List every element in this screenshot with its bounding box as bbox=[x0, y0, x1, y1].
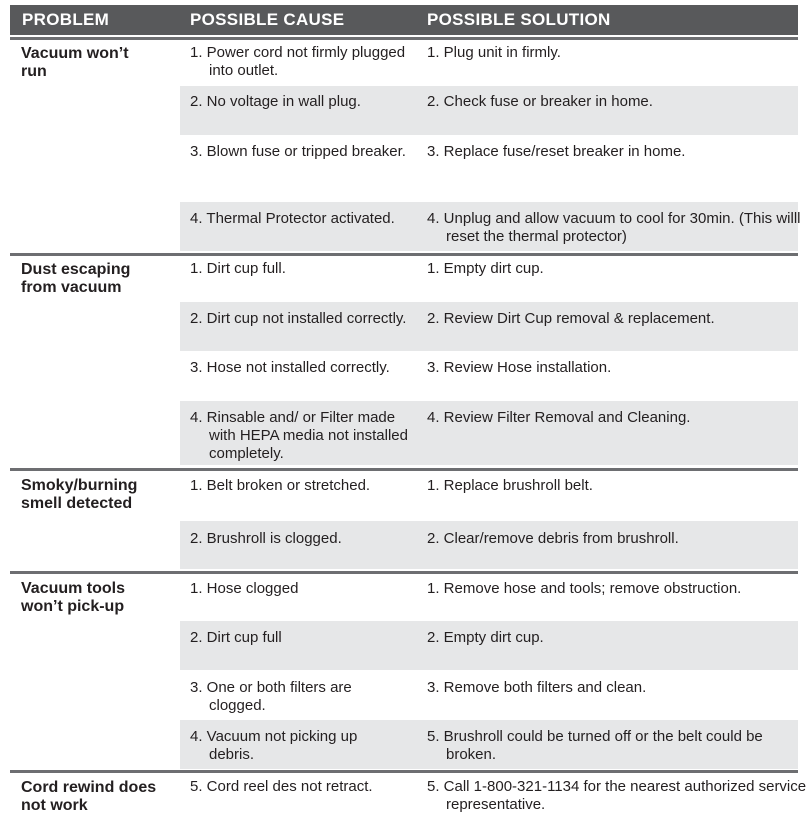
header-cause: POSSIBLE CAUSE bbox=[190, 10, 345, 29]
cause-cell: 2. Dirt cup full bbox=[190, 629, 282, 646]
cause-cell: 5. Cord reel des not retract. bbox=[190, 778, 373, 795]
problem-label: Vacuum tools won’t pick-up bbox=[21, 580, 126, 615]
solution-cell: 2. Empty dirt cup. bbox=[427, 629, 544, 646]
cause-cell: 4. Rinsable and/ or Filter made with HEPA media not installed completely. bbox=[190, 409, 408, 462]
cause-cell: 1. Power cord not firmly plugged into outlet. bbox=[190, 44, 406, 79]
cause-cell: 4. Vacuum not picking up debris. bbox=[190, 728, 358, 763]
cause-cell: 2. Dirt cup not installed correctly. bbox=[190, 310, 407, 327]
solution-cell: 2. Clear/remove debris from brushroll. bbox=[427, 530, 679, 547]
group-divider bbox=[10, 770, 798, 773]
solution-cell: 1. Empty dirt cup. bbox=[427, 260, 544, 277]
solution-cell: 4. Review Filter Removal and Cleaning. bbox=[427, 409, 691, 426]
problem-label: Smoky/burning smell detected bbox=[21, 477, 138, 512]
group-divider bbox=[10, 37, 798, 40]
solution-cell: 3. Review Hose installation. bbox=[427, 359, 612, 376]
problem-label: Cord rewind does not work bbox=[21, 779, 157, 814]
problem-label: Vacuum won’t run bbox=[21, 45, 129, 80]
cause-cell: 1. Hose clogged bbox=[190, 580, 299, 597]
solution-cell: 3. Remove both filters and clean. bbox=[427, 679, 647, 696]
cause-cell: 2. Brushroll is clogged. bbox=[190, 530, 342, 547]
solution-cell: 4. Unplug and allow vacuum to cool for 30min. (This willl reset the thermal protector) bbox=[427, 210, 801, 245]
table-header bbox=[10, 5, 798, 35]
solution-cell: 3. Replace fuse/reset breaker in home. bbox=[427, 143, 686, 160]
header-solution: POSSIBLE SOLUTION bbox=[427, 10, 611, 29]
cause-cell: 1. Belt broken or stretched. bbox=[190, 477, 371, 494]
solution-cell: 2. Check fuse or breaker in home. bbox=[427, 93, 653, 110]
group-divider bbox=[10, 253, 798, 256]
cause-cell: 3. One or both filters are clogged. bbox=[190, 679, 352, 714]
problem-label: Dust escaping from vacuum bbox=[21, 261, 131, 296]
group-divider bbox=[10, 571, 798, 574]
cause-cell: 1. Dirt cup full. bbox=[190, 260, 286, 277]
group-divider bbox=[10, 468, 798, 471]
solution-cell: 1. Remove hose and tools; remove obstruction. bbox=[427, 580, 742, 597]
solution-cell: 1. Replace brushroll belt. bbox=[427, 477, 593, 494]
solution-cell: 5. Brushroll could be turned off or the belt could be broken. bbox=[427, 728, 763, 763]
cause-cell: 4. Thermal Protector activated. bbox=[190, 210, 395, 227]
cause-cell: 3. Blown fuse or tripped breaker. bbox=[190, 143, 406, 160]
cause-cell: 2. No voltage in wall plug. bbox=[190, 93, 361, 110]
solution-cell: 5. Call 1-800-321-1134 for the nearest authorized service representative. bbox=[427, 778, 807, 813]
header-problem: PROBLEM bbox=[22, 10, 110, 29]
solution-cell: 2. Review Dirt Cup removal & replacement. bbox=[427, 310, 715, 327]
cause-cell: 3. Hose not installed correctly. bbox=[190, 359, 390, 376]
solution-cell: 1. Plug unit in firmly. bbox=[427, 44, 561, 61]
